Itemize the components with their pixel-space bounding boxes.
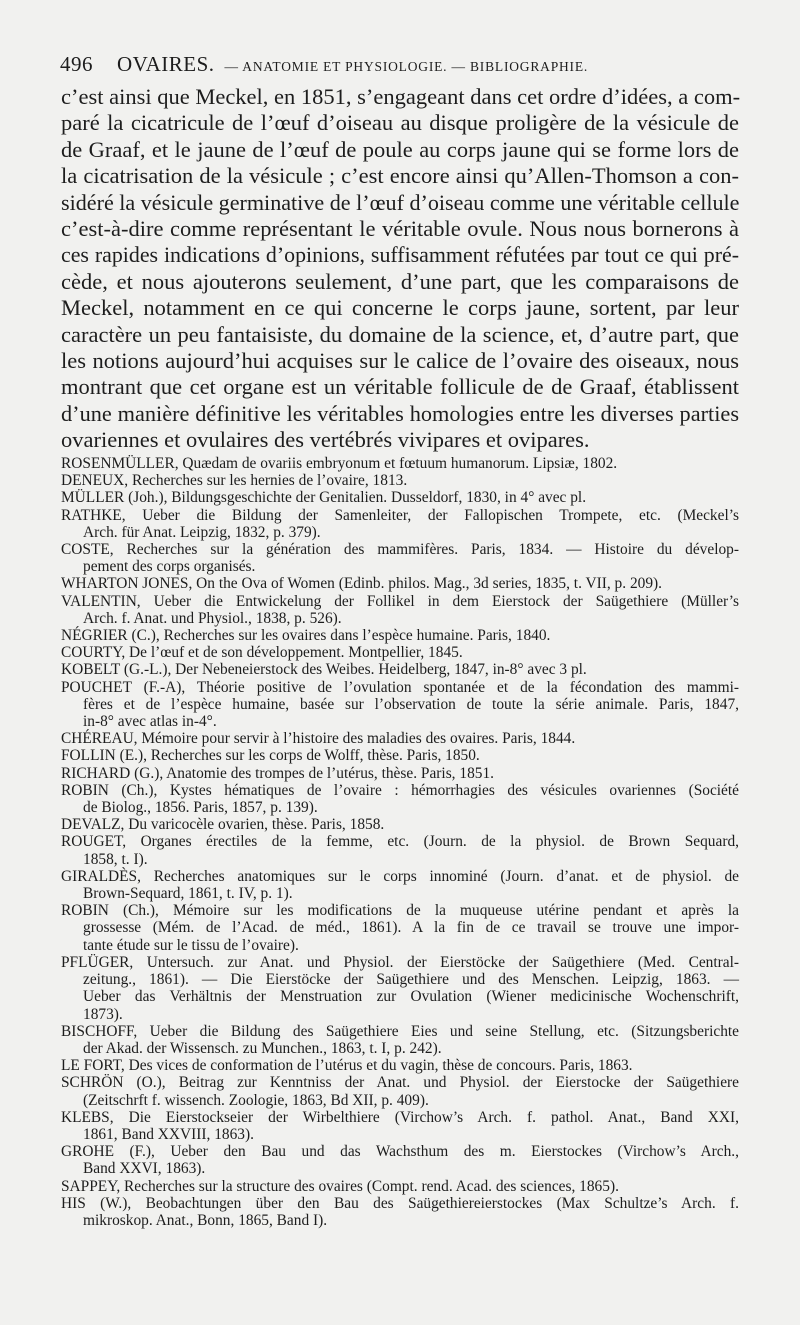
body-line: paré la cicatricule de l’œuf d’oiseau au disque proligère de la vésicule de <box>61 110 739 136</box>
bibliography-entry <box>61 1195 739 1229</box>
body-line: ces rapides indications d’opinions, suffisamment réfutées par tout ce qui pré- <box>61 242 739 268</box>
reference-line: (Zeitschrft f. wissench. Zoologie, 1863, Bd XII, p. 409). <box>83 1091 429 1109</box>
body-paragraph <box>61 84 739 454</box>
bibliography-entry <box>61 1143 739 1177</box>
reference-line: VALENTIN, Ueber die Entwickelung der Follikel in dem Eierstock der Saügethiere (Müller’s <box>61 592 739 610</box>
bibliography-entry <box>61 575 739 592</box>
body-line: Meckel, notamment en ce qui concerne le corps jaune, sortent, par leur <box>61 295 739 321</box>
reference-line: mikroskop. Anat., Bonn, 1865, Band I). <box>83 1211 328 1229</box>
reference-line: COSTE, Recherches sur la génération des mammifères. Paris, 1834. — Histoire du dévelop- <box>61 541 739 559</box>
reference-line: der Akad. der Wissensch. zu Munchen., 1863, t. I, p. 242). <box>83 1039 442 1057</box>
reference-line: zeitung., 1861). — Die Eierstöcke der Saügethiere und des Menschen. Leipzig, 1863. — <box>83 971 739 989</box>
reference-line: SCHRÖN (O.), Beitrag zur Kenntniss der Anat. und Physiol. der Eierstocke der Saügethiere <box>61 1074 739 1092</box>
reference-line: RATHKE, Ueber die Bildung der Samenleiter, der Fallopischen Trompete, etc. (Meckel’s <box>61 506 739 524</box>
bibliography-entry <box>61 472 739 489</box>
reference-line: ROBIN (Ch.), Kystes hématiques de l’ovaire : hémorrhagies des vésicules ovariennes (Société <box>61 781 739 799</box>
body-line: cède, et nous ajouterons seulement, d’une part, que les comparaisons de <box>61 268 739 294</box>
reference-line: fères et de l’espèce humaine, basée sur l’observation de toute la série animale. Paris, 1847, <box>83 695 739 713</box>
bibliography-entry <box>61 1178 739 1195</box>
page-number: 496 <box>60 52 93 76</box>
body-line: de Graaf, et le jaune de l’œuf de poule au corps jaune qui se forme lors de <box>61 136 739 162</box>
reference-line: KOBELT (G.-L.), Der Nebeneierstock des Weibes. Heidelberg, 1847, in-8° avec 3 pl. <box>61 661 587 679</box>
bibliography-entry <box>61 507 739 541</box>
bibliography-entry <box>61 661 739 678</box>
reference-line: in-8° avec atlas in-4°. <box>83 713 217 731</box>
bibliography-entry <box>61 782 739 816</box>
body-line: d’une manière définitive les véritables homologies entre les diverses parties <box>61 400 739 426</box>
reference-line: pement des corps organisés. <box>83 558 256 576</box>
reference-line: GIRALDÈS, Recherches anatomiques sur le corps innominé (Journ. d’anat. et de physiol. de <box>61 867 739 885</box>
body-line: caractère un peu fantaisiste, du domaine de la science, et, d’autre part, que <box>61 321 739 347</box>
reference-line: COURTY, De l’œuf et de son développement. Montpellier, 1845. <box>61 644 463 662</box>
bibliography-entry <box>61 627 739 644</box>
bibliography-entry <box>61 1109 739 1143</box>
reference-line: Band XXVI, 1863). <box>83 1160 206 1178</box>
reference-line: HIS (W.), Beobachtungen über den Bau des Saügethiereierstockes (Max Schultze’s Arch. f. <box>61 1194 739 1212</box>
reference-line: 1873). <box>83 1005 123 1023</box>
bibliography-entry <box>61 868 739 902</box>
reference-line: BISCHOFF, Ueber die Bildung des Saügethiere Eies und seine Stellung, etc. (Sitzungsberichte <box>61 1022 739 1040</box>
reference-line: ROUGET, Organes érectiles de la femme, etc. (Journ. de la physiol. de Brown Sequard, <box>61 833 739 851</box>
reference-line: 1858, t. I). <box>83 850 148 868</box>
bibliography-entry <box>61 679 739 731</box>
bibliography-entry <box>61 747 739 764</box>
body-line: les notions aujourd’hui acquises sur le calice de l’ovaire des oiseaux, nous <box>61 348 739 374</box>
reference-line: CHÉREAU, Mémoire pour servir à l’histoire des maladies des ovaires. Paris, 1844. <box>61 730 576 748</box>
bibliography-entry <box>61 902 739 954</box>
reference-line: Arch. für Anat. Leipzig, 1832, p. 379). <box>83 523 321 541</box>
reference-line: NÉGRIER (C.), Recherches sur les ovaires dans l’espèce humaine. Paris, 1840. <box>61 627 551 645</box>
reference-line: SAPPEY, Recherches sur la structure des ovaires (Compt. rend. Acad. des sciences, 1865). <box>61 1177 619 1195</box>
reference-line: grossesse (Mém. de l’Acad. de méd., 1861). A la fin de ce travail se trouve une impor- <box>83 919 739 937</box>
bibliography-entry <box>61 593 739 627</box>
bibliography-entry <box>61 1057 739 1074</box>
reference-line: Ueber das Verhältnis der Menstruation zur Ovulation (Wiener medicinische Wochenschrift, <box>83 988 739 1006</box>
section-title: OVAIRES. <box>117 52 215 76</box>
body-line: c’est ainsi que Meckel, en 1851, s’engageant dans cet ordre d’idées, a com- <box>61 84 741 109</box>
reference-line: DENEUX, Recherches sur les hernies de l’ovaire, 1813. <box>61 472 408 490</box>
reference-line: FOLLIN (E.), Recherches sur les corps de Wolff, thèse. Paris, 1850. <box>61 747 480 765</box>
bibliography-entry <box>61 489 739 506</box>
reference-line: WHARTON JONES, On the Ova of Women (Edinb. philos. Mag., 3d series, 1835, t. VII, p. 209). <box>61 575 663 593</box>
reference-line: Arch. f. Anat. und Physiol., 1838, p. 526). <box>83 609 342 627</box>
bibliography-entry <box>61 765 739 782</box>
body-line: la cicatrisation de la vésicule ; c’est encore ainsi qu’Allen-Thomson a con- <box>61 163 739 189</box>
running-header <box>60 52 745 77</box>
reference-line: DEVALZ, Du varicocèle ovarien, thèse. Paris, 1858. <box>61 816 385 834</box>
bibliography-entry <box>61 644 739 661</box>
body-line: sidéré la vésicule germinative de l’œuf d’oiseau comme une véritable cellule <box>61 189 740 215</box>
reference-line: LE FORT, Des vices de conformation de l’utérus et du vagin, thèse de concours. Paris, 1863. <box>61 1057 633 1075</box>
bibliography-entry <box>61 1023 739 1057</box>
bibliography-entry <box>61 954 739 1023</box>
bibliography-list <box>61 455 739 1229</box>
body-line: c’est-à-dire comme représentant le véritable ovule. Nous nous bornerons à <box>61 216 739 242</box>
reference-line: KLEBS, Die Eierstockseier der Wirbelthiere (Virchow’s Arch. f. pathol. Anat., Band XXI, <box>61 1108 739 1126</box>
bibliography-entry <box>61 833 739 867</box>
reference-line: 1861, Band XXVIII, 1863). <box>83 1125 254 1143</box>
body-line: montrant que cet organe est un véritable follicule de de Graaf, établissent <box>61 374 739 400</box>
reference-line: Brown-Sequard, 1861, t. IV, p. 1). <box>83 885 293 903</box>
bibliography-entry <box>61 1074 739 1108</box>
reference-line: de Biolog., 1856. Paris, 1857, p. 139). <box>83 799 318 817</box>
body-line: ovariennes et ovulaires des vertébrés vivipares et ovipares. <box>61 427 590 453</box>
reference-line: RICHARD (G.), Anatomie des trompes de l’utérus, thèse. Paris, 1851. <box>61 764 495 782</box>
reference-line: MÜLLER (Joh.), Bildungsgeschichte der Genitalien. Dusseldorf, 1830, in 4° avec pl. <box>61 489 587 507</box>
reference-line: PFLÜGER, Untersuch. zur Anat. und Physiol. der Eierstöcke der Saügethiere (Med. Central- <box>61 953 739 971</box>
bibliography-entry <box>61 455 739 472</box>
reference-line: tante étude sur le tissu de l’ovaire). <box>83 936 299 954</box>
reference-line: GROHE (F.), Ueber den Bau und das Wachsthum des m. Eierstockes (Virchow’s Arch., <box>61 1143 739 1161</box>
bibliography-entry <box>61 541 739 575</box>
reference-line: POUCHET (F.-A), Théorie positive de l’ovulation spontanée et de la fécondation des mammi- <box>61 678 739 696</box>
bibliography-entry <box>61 730 739 747</box>
bibliography-entry <box>61 816 739 833</box>
reference-line: ROBIN (Ch.), Mémoire sur les modifications de la muqueuse utérine pendant et après la <box>61 902 739 920</box>
section-subtitle: — ANATOMIE ET PHYSIOLOGIE. — BIBLIOGRAPHIE. <box>224 59 589 74</box>
reference-line: ROSENMÜLLER, Quædam de ovariis embryonum et fœtuum humanorum. Lipsiæ, 1802. <box>61 455 618 472</box>
